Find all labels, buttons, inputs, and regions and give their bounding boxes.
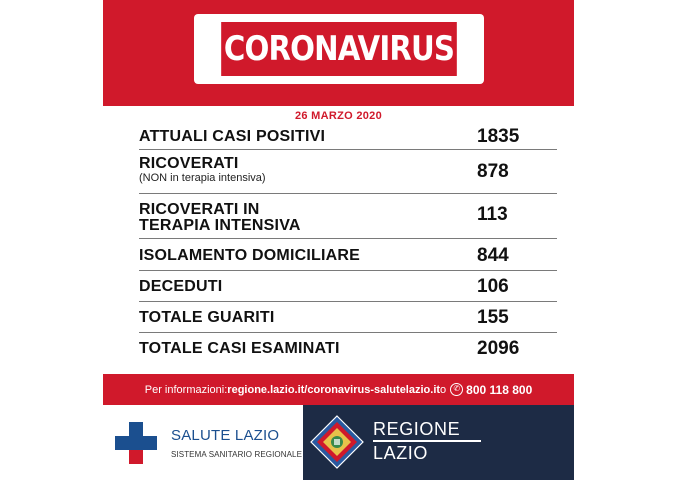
row-value: 113 [477, 204, 508, 225]
row-label: TOTALE CASI ESAMINATI [139, 340, 340, 357]
info-or: o [440, 383, 447, 396]
table-row [139, 150, 557, 194]
salute-lazio-title: SALUTE LAZIO [171, 427, 280, 444]
salute-lazio-logo [103, 405, 303, 480]
title-box [194, 14, 484, 84]
table-row [139, 123, 557, 150]
medical-cross-icon [115, 422, 157, 464]
infographic-card [103, 0, 574, 480]
table-row [139, 333, 557, 363]
row-label: DECEDUTI [139, 278, 223, 295]
table-row [139, 194, 557, 239]
row-value: 1835 [477, 126, 520, 147]
row-label: ATTUALI CASI POSITIVI [139, 128, 326, 145]
row-value: 155 [477, 307, 509, 328]
row-sublabel: (NON in terapia intensiva) [139, 172, 266, 184]
regione-line1: REGIONE [373, 419, 461, 439]
row-value: 2096 [477, 338, 520, 359]
row-label: TOTALE GUARITI [139, 309, 275, 326]
regione-emblem-icon [309, 414, 365, 470]
link-salutelazio[interactable]: salutelazio.it [374, 383, 441, 396]
regione-divider [373, 440, 481, 442]
row-label: ISOLAMENTO DOMICILIARE [139, 247, 360, 264]
salute-lazio-subtitle: SISTEMA SANITARIO REGIONALE [171, 450, 303, 459]
phone-number[interactable]: 800 118 800 [466, 382, 533, 397]
info-separator: - [370, 383, 375, 396]
row-label: RICOVERATI IN [139, 201, 260, 218]
row-value: 844 [477, 245, 509, 266]
report-date: 26 MARZO 2020 [294, 110, 383, 122]
info-prefix: Per informazioni: [144, 383, 228, 396]
row-label-line2: TERAPIA INTENSIVA [139, 217, 301, 234]
row-value: 106 [477, 276, 509, 297]
page-title: CORONAVIRUS [221, 22, 457, 76]
regione-line2: LAZIO [373, 443, 429, 463]
info-bar [103, 374, 574, 405]
row-value: 878 [477, 161, 509, 182]
regione-lazio-logo [303, 405, 574, 480]
header-banner [103, 0, 574, 106]
row-label: RICOVERATI [139, 155, 239, 172]
link-regione-coronavirus[interactable]: regione.lazio.it/coronavirus [227, 383, 371, 396]
stats-table [139, 123, 557, 363]
phone-icon: ✆ [450, 383, 463, 396]
table-row [139, 302, 557, 333]
table-row [139, 239, 557, 271]
table-row [139, 271, 557, 302]
